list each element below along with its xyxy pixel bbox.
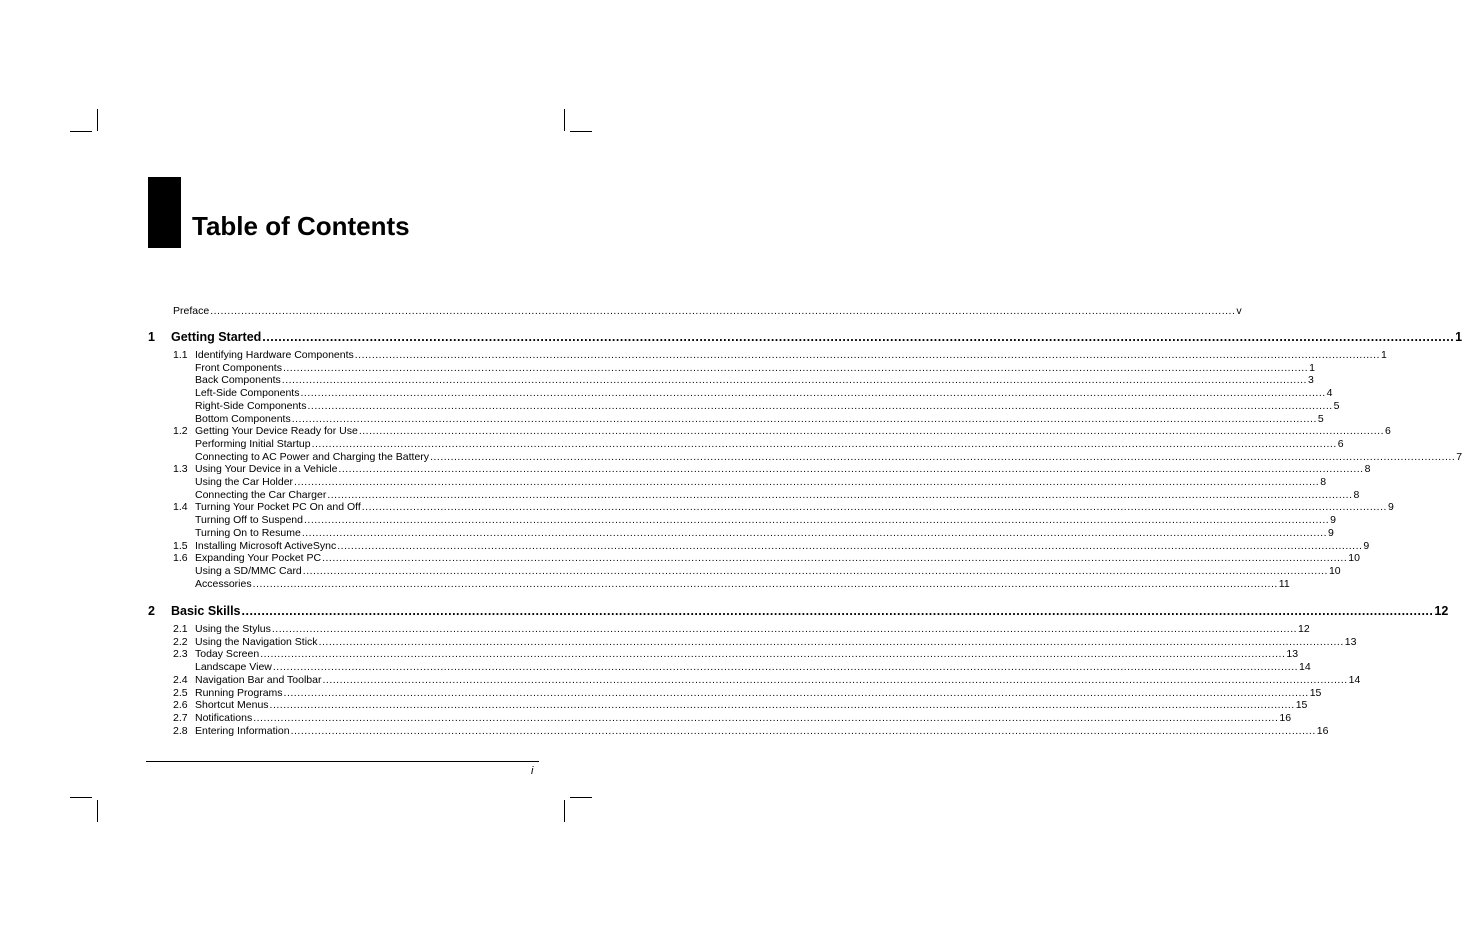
toc-section[interactable] — [195, 501, 1394, 514]
toc-subsection-label: Connecting to AC Power and Charging the Battery — [195, 450, 430, 463]
dot-leader: ............................................................................................................................................................................................................................................................................................................ — [354, 349, 1380, 361]
toc-section-page: 1 — [1380, 349, 1387, 361]
dot-leader: ............................................................................................................................................................................................................................................................................................................ — [210, 305, 1236, 317]
toc-section-page: 14 — [1348, 673, 1361, 686]
toc-section-label: Getting Your Device Ready for Use — [195, 425, 358, 438]
toc-chapter-label: Getting Started — [171, 330, 262, 344]
toc-section-page: 15 — [1309, 686, 1322, 699]
toc-subsection-page: 9 — [1330, 514, 1336, 527]
toc-subsection-label: Performing Initial Startup — [195, 437, 311, 450]
toc-subsection-label: Turning On to Resume — [195, 526, 301, 539]
dot-leader: ............................................................................................................................................................................................................................................................................................................ — [272, 661, 1299, 674]
toc-section-page: 8 — [1364, 463, 1371, 476]
crop-mark — [564, 800, 565, 822]
toc-section-page: 16 — [1279, 711, 1292, 724]
toc-section[interactable] — [195, 349, 1387, 362]
toc-subsection-page: 8 — [1320, 476, 1327, 488]
toc-subsection-page: 5 — [1333, 399, 1340, 412]
dot-leader: ............................................................................................................................................................................................................................................................................................................ — [322, 673, 1348, 686]
toc-section-page: 16 — [1316, 724, 1329, 737]
toc-section[interactable] — [195, 635, 1357, 649]
toc-section[interactable] — [195, 686, 1322, 700]
toc-subsection-page: 7 — [1456, 450, 1462, 463]
toc-section-label: Using the Stylus — [195, 623, 271, 635]
toc-subsection-page: 8 — [1353, 488, 1360, 501]
toc-section-page: 6 — [1385, 425, 1391, 438]
chapter-number: 2 — [148, 604, 155, 618]
toc-subsection-label: Connecting the Car Charger — [195, 488, 327, 501]
dot-leader: ............................................................................................................................................................................................................................................................................................................ — [327, 488, 1353, 501]
toc-subsection[interactable] — [195, 399, 1340, 413]
toc-section[interactable] — [195, 699, 1308, 712]
dot-leader: ............................................................................................................................................................................................................................................................................................................ — [318, 635, 1344, 648]
toc-subsection-page: 9 — [1328, 526, 1334, 539]
toc-subsection-label: Accessories — [195, 577, 252, 590]
dot-leader: ............................................................................................................................................................................................................................................................................................................ — [307, 399, 1333, 412]
crop-mark — [70, 797, 92, 798]
toc-preface-label: Preface — [173, 305, 210, 317]
toc-subsection[interactable] — [195, 476, 1327, 489]
toc-preface[interactable] — [173, 305, 1242, 318]
toc-section-label: Shortcut Menus — [195, 699, 269, 712]
dot-leader: ............................................................................................................................................................................................................................................................................................................ — [302, 564, 1328, 577]
toc-section-label: Installing Microsoft ActiveSync — [195, 539, 337, 552]
toc-subsection[interactable] — [195, 514, 1336, 527]
crop-mark — [97, 109, 98, 131]
section-number: 2.1 — [173, 623, 188, 635]
toc-section-page: 9 — [1363, 539, 1370, 552]
toc-section-label: Entering Information — [195, 724, 290, 737]
toc-subsection-label: Left-Side Components — [195, 387, 300, 400]
dot-leader: ............................................................................................................................................................................................................................................................................................................ — [311, 437, 1337, 450]
toc-section-label: Using the Navigation Stick — [195, 635, 318, 648]
toc-subsection-page: 1 — [1309, 361, 1315, 374]
dot-leader: ............................................................................................................................................................................................................................................................................................................ — [271, 623, 1298, 635]
chapter-number: 1 — [148, 330, 155, 344]
section-number: 1.6 — [173, 552, 188, 565]
section-number: 1.2 — [173, 425, 188, 438]
page-title: Table of Contents — [192, 211, 410, 241]
title-block-marker — [148, 177, 181, 248]
toc-section-page: 12 — [1298, 623, 1310, 635]
section-number: 2.6 — [173, 699, 188, 712]
footer-rule — [146, 761, 539, 762]
dot-leader: ............................................................................................................................................................................................................................................................................................................ — [300, 387, 1326, 400]
toc-subsection[interactable] — [195, 526, 1334, 540]
dot-leader: ............................................................................................................................................................................................................................................................................................................ — [260, 648, 1286, 661]
toc-subsection-page: 5 — [1317, 412, 1324, 425]
dot-leader: ............................................................................................................................................................................................................................................................................................................ — [361, 501, 1387, 514]
dot-leader: ............................................................................................................................................................................................................................................................................................................ — [301, 526, 1327, 539]
dot-leader: ............................................................................................................................................................................................................................................................................................................ — [338, 463, 1364, 476]
dot-leader: ............................................................................................................................................................................................................................................................................................................ — [283, 686, 1309, 699]
toc-section-label: Identifying Hardware Components — [195, 349, 354, 361]
toc-section-label: Today Screen — [195, 648, 260, 661]
dot-leader: ............................................................................................................................................................................................................................................................................................................ — [262, 330, 1455, 344]
toc-subsection-page: 4 — [1326, 387, 1333, 400]
toc-subsection[interactable] — [195, 412, 1324, 426]
dot-leader: ............................................................................................................................................................................................................................................................................................................ — [358, 425, 1385, 438]
toc-subsection-label: Bottom Components — [195, 412, 291, 425]
toc-subsection-label: Landscape View — [195, 661, 272, 674]
section-number: 2.3 — [173, 648, 188, 661]
toc-section-label: Running Programs — [195, 686, 283, 699]
page-number: i — [531, 765, 534, 777]
toc-section-label: Navigation Bar and Toolbar — [195, 673, 322, 686]
toc-subsection-page: 11 — [1278, 577, 1290, 590]
dot-leader: ............................................................................................................................................................................................................................................................................................................ — [281, 374, 1307, 387]
toc-subsection-page: 10 — [1328, 564, 1341, 577]
toc-subsection-label: Right-Side Components — [195, 399, 307, 412]
dot-leader: ............................................................................................................................................................................................................................................................................................................ — [282, 361, 1309, 374]
dot-leader: ............................................................................................................................................................................................................................................................................................................ — [269, 699, 1295, 712]
toc-section-label: Expanding Your Pocket PC — [195, 552, 322, 565]
dot-leader: ............................................................................................................................................................................................................................................................................................................ — [303, 514, 1330, 527]
dot-leader: ............................................................................................................................................................................................................................................................................................................ — [253, 711, 1279, 724]
toc-subsection-page: 3 — [1307, 374, 1314, 387]
toc-chapter-page: 1 — [1455, 330, 1462, 344]
toc-subsection-label: Using the Car Holder — [195, 476, 294, 488]
toc-section[interactable] — [195, 724, 1329, 738]
dot-leader: ............................................................................................................................................................................................................................................................................................................ — [291, 412, 1317, 425]
toc-subsection[interactable] — [195, 437, 1344, 451]
toc-subsection-label: Back Components — [195, 374, 281, 387]
toc-section[interactable] — [195, 623, 1310, 636]
toc-section[interactable] — [195, 552, 1360, 565]
toc-section-page: 10 — [1348, 552, 1360, 565]
toc-subsection[interactable] — [195, 361, 1315, 375]
crop-mark — [570, 797, 592, 798]
toc-subsection[interactable] — [195, 564, 1341, 578]
dot-leader: ............................................................................................................................................................................................................................................................................................................ — [430, 450, 1456, 463]
toc-section[interactable] — [195, 711, 1292, 725]
toc-section-page: 9 — [1387, 501, 1394, 514]
toc-chapter-page: 12 — [1434, 604, 1449, 618]
toc-section-label: Using Your Device in a Vehicle — [195, 463, 338, 476]
toc-subsection-label: Front Components — [195, 361, 282, 374]
toc-section-label: Notifications — [195, 711, 253, 724]
section-number: 1.5 — [173, 539, 188, 552]
toc-section[interactable] — [195, 463, 1371, 476]
toc-section-page: 15 — [1295, 699, 1308, 712]
crop-mark — [70, 131, 92, 132]
toc-preface-page: v — [1236, 305, 1242, 317]
toc-section-page: 13 — [1344, 635, 1357, 648]
toc-subsection[interactable] — [195, 577, 1290, 591]
toc-section[interactable] — [195, 425, 1391, 438]
dot-leader: ............................................................................................................................................................................................................................................................................................................ — [337, 539, 1363, 552]
toc-subsection-label: Using a SD/MMC Card — [195, 564, 302, 577]
toc-subsection[interactable] — [195, 450, 1462, 464]
dot-leader: ............................................................................................................................................................................................................................................................................................................ — [290, 724, 1316, 737]
crop-mark — [564, 109, 565, 131]
toc-chapter-label: Basic Skills — [171, 604, 241, 618]
section-number: 1.1 — [173, 349, 188, 361]
toc-section[interactable] — [195, 673, 1361, 687]
dot-leader: ............................................................................................................................................................................................................................................................................................................ — [294, 476, 1320, 488]
toc-subsection[interactable] — [195, 488, 1360, 502]
dot-leader: ............................................................................................................................................................................................................................................................................................................ — [241, 604, 1434, 618]
toc-subsection-page: 14 — [1299, 661, 1311, 674]
dot-leader: ............................................................................................................................................................................................................................................................................................................ — [252, 577, 1278, 590]
section-number: 2.4 — [173, 673, 188, 686]
toc-section[interactable] — [195, 539, 1370, 553]
toc-subsection-label: Turning Off to Suspend — [195, 514, 303, 527]
section-number: 1.4 — [173, 501, 188, 514]
section-number: 2.5 — [173, 686, 188, 699]
crop-mark — [570, 131, 592, 132]
toc-section[interactable] — [195, 648, 1299, 661]
toc-section-label: Turning Your Pocket PC On and Off — [195, 501, 361, 514]
section-number: 2.8 — [173, 724, 188, 737]
toc-section-page: 13 — [1286, 648, 1299, 661]
toc-subsection[interactable] — [195, 387, 1333, 400]
crop-mark — [97, 800, 98, 822]
dot-leader: ............................................................................................................................................................................................................................................................................................................ — [322, 552, 1348, 565]
section-number: 2.2 — [173, 635, 188, 648]
toc-chapter[interactable] — [171, 604, 1449, 619]
toc-subsection[interactable] — [195, 661, 1311, 674]
toc-subsection[interactable] — [195, 374, 1314, 387]
section-number: 1.3 — [173, 463, 188, 476]
toc-subsection-page: 6 — [1337, 437, 1344, 450]
section-number: 2.7 — [173, 711, 188, 724]
toc-chapter[interactable] — [171, 330, 1462, 345]
